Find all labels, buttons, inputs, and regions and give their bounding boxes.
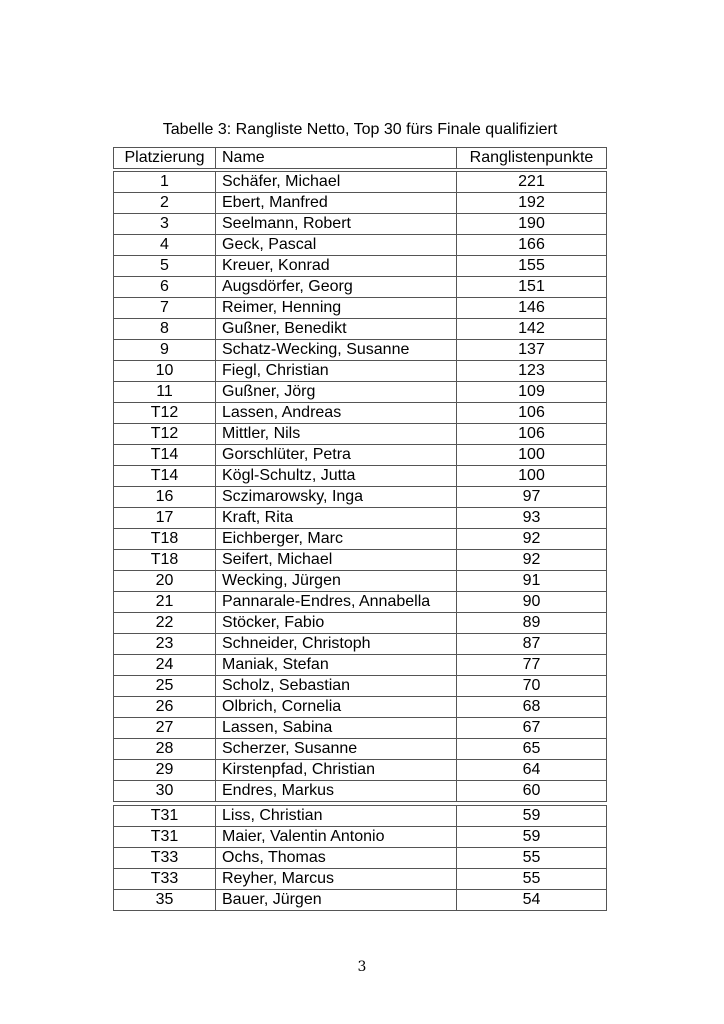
header-name: Name bbox=[216, 148, 457, 169]
cell-place: 24 bbox=[114, 655, 216, 676]
table-row bbox=[114, 319, 607, 340]
cell-place: 5 bbox=[114, 256, 216, 277]
cell-place: 25 bbox=[114, 676, 216, 697]
table-row bbox=[114, 676, 607, 697]
cell-name: Sczimarowsky, Inga bbox=[216, 487, 457, 508]
table-caption: Tabelle 3: Rangliste Netto, Top 30 fürs Finale qualifiziert bbox=[162, 121, 558, 138]
cell-name: Gorschlüter, Petra bbox=[216, 445, 457, 466]
table-row bbox=[114, 424, 607, 445]
table-row bbox=[114, 193, 607, 214]
ranking-table-qualified bbox=[113, 171, 607, 802]
page-number: 3 bbox=[357, 959, 367, 975]
cell-name: Kögl-Schultz, Jutta bbox=[216, 466, 457, 487]
cell-points: 55 bbox=[457, 848, 607, 869]
table-row bbox=[114, 340, 607, 361]
cell-points: 64 bbox=[457, 760, 607, 781]
cell-points: 97 bbox=[457, 487, 607, 508]
cell-points: 93 bbox=[457, 508, 607, 529]
cell-points: 155 bbox=[457, 256, 607, 277]
header-row bbox=[114, 148, 607, 169]
cell-place: 27 bbox=[114, 718, 216, 739]
table-row bbox=[114, 298, 607, 319]
cell-place: 29 bbox=[114, 760, 216, 781]
cell-points: 106 bbox=[457, 403, 607, 424]
cell-place: 28 bbox=[114, 739, 216, 760]
cell-place: T12 bbox=[114, 403, 216, 424]
cell-place: 2 bbox=[114, 193, 216, 214]
table-row bbox=[114, 655, 607, 676]
cell-place: T33 bbox=[114, 869, 216, 890]
cell-name: Gußner, Benedikt bbox=[216, 319, 457, 340]
cell-place: 3 bbox=[114, 214, 216, 235]
cell-place: 11 bbox=[114, 382, 216, 403]
cell-place: 26 bbox=[114, 697, 216, 718]
cell-name: Seifert, Michael bbox=[216, 550, 457, 571]
cell-place: T18 bbox=[114, 529, 216, 550]
cell-place: T12 bbox=[114, 424, 216, 445]
cell-points: 59 bbox=[457, 806, 607, 827]
table-row bbox=[114, 697, 607, 718]
table-header bbox=[113, 147, 607, 169]
cell-name: Lassen, Sabina bbox=[216, 718, 457, 739]
cell-name: Eichberger, Marc bbox=[216, 529, 457, 550]
cell-points: 106 bbox=[457, 424, 607, 445]
cell-points: 92 bbox=[457, 550, 607, 571]
table-row bbox=[114, 466, 607, 487]
cell-points: 190 bbox=[457, 214, 607, 235]
cell-name: Wecking, Jürgen bbox=[216, 571, 457, 592]
table-row bbox=[114, 172, 607, 193]
table-row bbox=[114, 487, 607, 508]
cell-name: Kreuer, Konrad bbox=[216, 256, 457, 277]
cell-place: 8 bbox=[114, 319, 216, 340]
table-row bbox=[114, 361, 607, 382]
cell-name: Scholz, Sebastian bbox=[216, 676, 457, 697]
cell-points: 89 bbox=[457, 613, 607, 634]
table-row bbox=[114, 890, 607, 911]
table-row bbox=[114, 613, 607, 634]
cell-points: 166 bbox=[457, 235, 607, 256]
cell-name: Augsdörfer, Georg bbox=[216, 277, 457, 298]
cell-place: 16 bbox=[114, 487, 216, 508]
table-row bbox=[114, 445, 607, 466]
table-row bbox=[114, 508, 607, 529]
cell-place: T31 bbox=[114, 806, 216, 827]
cell-name: Reyher, Marcus bbox=[216, 869, 457, 890]
cell-points: 221 bbox=[457, 172, 607, 193]
cell-place: T18 bbox=[114, 550, 216, 571]
cell-place: 9 bbox=[114, 340, 216, 361]
cell-place: 6 bbox=[114, 277, 216, 298]
table-row bbox=[114, 781, 607, 802]
cell-place: T14 bbox=[114, 466, 216, 487]
table-row bbox=[114, 214, 607, 235]
cell-place: T31 bbox=[114, 827, 216, 848]
table-row bbox=[114, 739, 607, 760]
cell-name: Maier, Valentin Antonio bbox=[216, 827, 457, 848]
cell-place: 35 bbox=[114, 890, 216, 911]
cell-points: 137 bbox=[457, 340, 607, 361]
cell-name: Schneider, Christoph bbox=[216, 634, 457, 655]
cell-name: Kirstenpfad, Christian bbox=[216, 760, 457, 781]
table-row bbox=[114, 592, 607, 613]
table-row bbox=[114, 529, 607, 550]
table-row bbox=[114, 403, 607, 424]
table-row bbox=[114, 718, 607, 739]
cell-place: 22 bbox=[114, 613, 216, 634]
cell-place: 30 bbox=[114, 781, 216, 802]
table-row bbox=[114, 760, 607, 781]
table-row bbox=[114, 806, 607, 827]
cell-place: 20 bbox=[114, 571, 216, 592]
cell-place: T14 bbox=[114, 445, 216, 466]
cell-points: 100 bbox=[457, 445, 607, 466]
header-points: Ranglistenpunkte bbox=[457, 148, 607, 169]
header-place: Platzierung bbox=[114, 148, 216, 169]
cell-points: 92 bbox=[457, 529, 607, 550]
cell-points: 109 bbox=[457, 382, 607, 403]
cell-name: Pannarale-Endres, Annabella bbox=[216, 592, 457, 613]
cell-name: Geck, Pascal bbox=[216, 235, 457, 256]
ranking-table-others bbox=[113, 805, 607, 911]
table-row bbox=[114, 634, 607, 655]
cell-name: Liss, Christian bbox=[216, 806, 457, 827]
cell-points: 151 bbox=[457, 277, 607, 298]
cell-points: 91 bbox=[457, 571, 607, 592]
cell-place: 21 bbox=[114, 592, 216, 613]
table-row bbox=[114, 848, 607, 869]
cell-points: 90 bbox=[457, 592, 607, 613]
cell-points: 70 bbox=[457, 676, 607, 697]
cell-points: 65 bbox=[457, 739, 607, 760]
table-row bbox=[114, 277, 607, 298]
cell-place: T33 bbox=[114, 848, 216, 869]
table-row bbox=[114, 550, 607, 571]
cell-name: Maniak, Stefan bbox=[216, 655, 457, 676]
cell-points: 192 bbox=[457, 193, 607, 214]
cell-name: Bauer, Jürgen bbox=[216, 890, 457, 911]
table-row bbox=[114, 256, 607, 277]
cell-place: 23 bbox=[114, 634, 216, 655]
cell-name: Gußner, Jörg bbox=[216, 382, 457, 403]
cell-place: 17 bbox=[114, 508, 216, 529]
cell-name: Stöcker, Fabio bbox=[216, 613, 457, 634]
cell-points: 142 bbox=[457, 319, 607, 340]
cell-points: 68 bbox=[457, 697, 607, 718]
cell-points: 67 bbox=[457, 718, 607, 739]
cell-name: Scherzer, Susanne bbox=[216, 739, 457, 760]
cell-name: Ebert, Manfred bbox=[216, 193, 457, 214]
cell-points: 54 bbox=[457, 890, 607, 911]
cell-name: Reimer, Henning bbox=[216, 298, 457, 319]
table-row bbox=[114, 235, 607, 256]
cell-place: 10 bbox=[114, 361, 216, 382]
cell-name: Kraft, Rita bbox=[216, 508, 457, 529]
cell-name: Fiegl, Christian bbox=[216, 361, 457, 382]
cell-name: Seelmann, Robert bbox=[216, 214, 457, 235]
cell-points: 123 bbox=[457, 361, 607, 382]
cell-name: Lassen, Andreas bbox=[216, 403, 457, 424]
cell-name: Mittler, Nils bbox=[216, 424, 457, 445]
cell-name: Endres, Markus bbox=[216, 781, 457, 802]
cell-points: 59 bbox=[457, 827, 607, 848]
table-row bbox=[114, 827, 607, 848]
cell-place: 1 bbox=[114, 172, 216, 193]
cell-place: 4 bbox=[114, 235, 216, 256]
table-row bbox=[114, 869, 607, 890]
cell-name: Schäfer, Michael bbox=[216, 172, 457, 193]
cell-name: Olbrich, Cornelia bbox=[216, 697, 457, 718]
cell-points: 87 bbox=[457, 634, 607, 655]
table-row bbox=[114, 382, 607, 403]
cell-place: 7 bbox=[114, 298, 216, 319]
cell-points: 100 bbox=[457, 466, 607, 487]
table-row bbox=[114, 571, 607, 592]
cell-points: 146 bbox=[457, 298, 607, 319]
cell-points: 60 bbox=[457, 781, 607, 802]
cell-name: Schatz-Wecking, Susanne bbox=[216, 340, 457, 361]
cell-name: Ochs, Thomas bbox=[216, 848, 457, 869]
cell-points: 77 bbox=[457, 655, 607, 676]
cell-points: 55 bbox=[457, 869, 607, 890]
